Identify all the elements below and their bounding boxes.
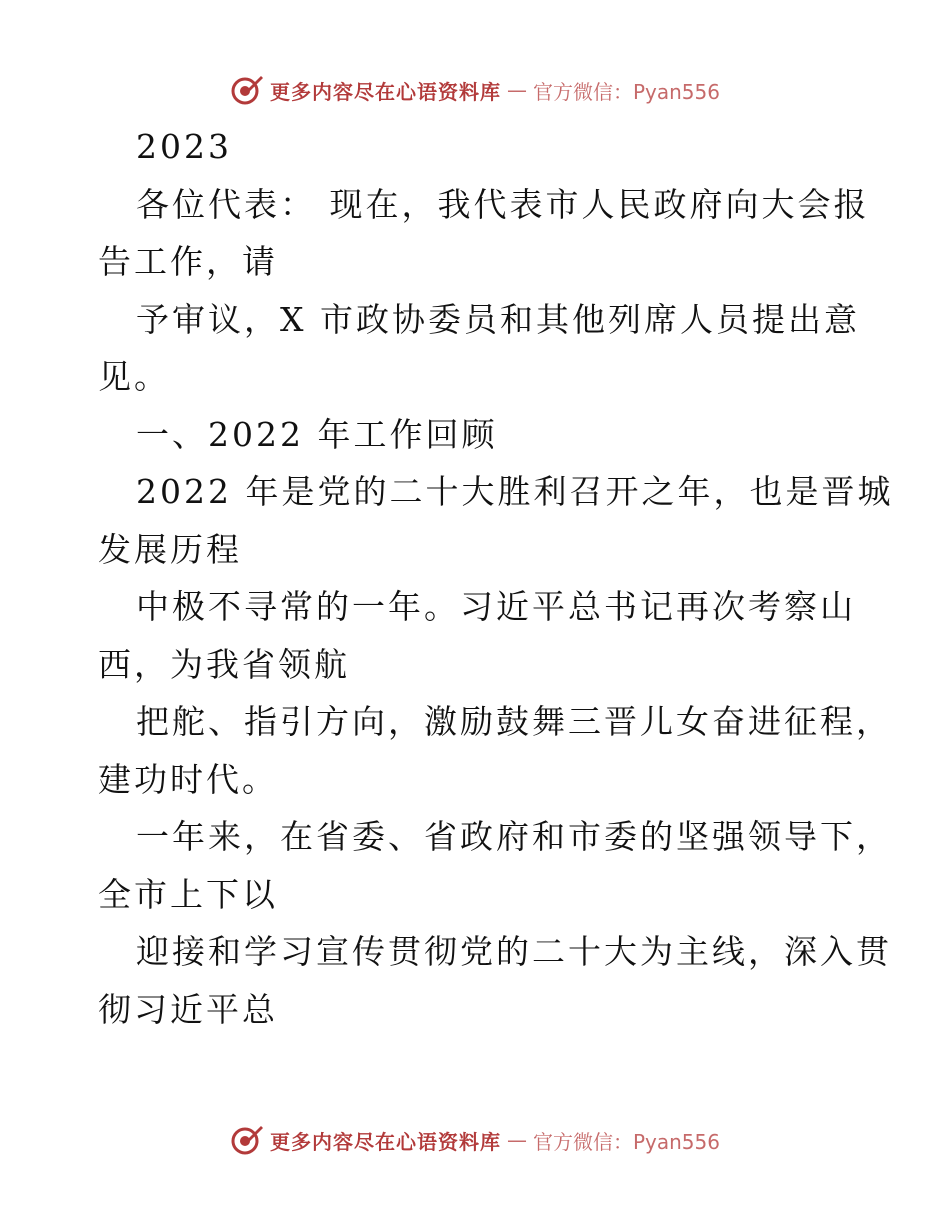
body-line: 把舵、指引方向，激励鼓舞三晋儿女奋进征程， <box>136 702 892 741</box>
body-line: 发展历程 <box>98 529 242 569</box>
body-line: 见。 <box>98 357 170 396</box>
footer-watermark <box>0 1120 950 1160</box>
body-line: 予审议，X 市政协委员和其他列席人员提出意 <box>136 299 860 339</box>
body-line: 彻习近平总 <box>98 989 278 1029</box>
watermark-brand: 更多内容尽在心语资料库 <box>269 79 501 104</box>
watermark-dash: — <box>506 1128 527 1152</box>
body-line: 迎接和学习宣传贯彻党的二十大为主线，深入贯 <box>136 932 892 971</box>
body-line: 2023 <box>136 127 232 166</box>
body-line: 全市上下以 <box>98 874 278 914</box>
body-line: 各位代表： 现在，我代表市人民政府向大会报 <box>136 184 870 224</box>
body-line: 西，为我省领航 <box>98 644 350 684</box>
pen-logo-icon <box>230 1123 264 1157</box>
document-body <box>98 118 894 1038</box>
body-line: 2022 年是党的二十大胜利召开之年，也是晋城 <box>136 472 894 511</box>
body-line: 建功时代。 <box>98 759 278 799</box>
header-watermark <box>0 70 950 110</box>
watermark-dash: — <box>506 78 527 102</box>
body-line: 告工作，请 <box>98 242 278 281</box>
watermark-brand: 更多内容尽在心语资料库 <box>269 1129 501 1154</box>
pen-logo-icon <box>230 73 264 107</box>
watermark-contact: 官方微信：Pyan556 <box>532 79 720 104</box>
body-line: 一、2022 年工作回顾 <box>136 414 498 454</box>
watermark-contact: 官方微信：Pyan556 <box>532 1129 720 1154</box>
body-line: 中极不寻常的一年。习近平总书记再次考察山 <box>136 587 856 626</box>
body-line: 一年来，在省委、省政府和市委的坚强领导下， <box>136 817 892 856</box>
